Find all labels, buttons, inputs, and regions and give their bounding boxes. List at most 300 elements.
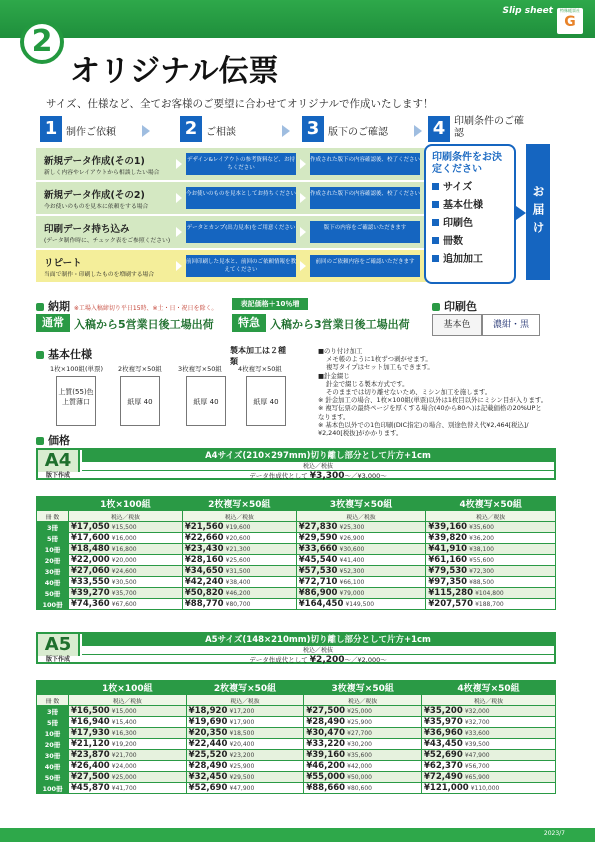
table-row bbox=[37, 783, 556, 794]
table-row bbox=[37, 544, 556, 555]
step-number: 2 bbox=[180, 116, 202, 142]
price-incl: ¥22,000 bbox=[71, 555, 110, 565]
table-row bbox=[37, 566, 556, 577]
price-incl: ¥28,490 bbox=[188, 761, 228, 771]
price-excl: ¥23,200 bbox=[229, 752, 255, 759]
price-incl: ¥39,270 bbox=[71, 588, 110, 598]
price-excl: ¥21,300 bbox=[225, 546, 251, 553]
column-header: 4枚複写×50組 bbox=[426, 497, 556, 511]
price-cell bbox=[304, 772, 422, 783]
price-cell bbox=[182, 522, 296, 533]
table-row bbox=[37, 706, 556, 717]
spec-title: 3枚複写×50組 bbox=[178, 365, 222, 373]
tax-header: 税込／税抜 bbox=[186, 695, 304, 706]
price-incl: ¥16,940 bbox=[71, 717, 110, 727]
price-cell bbox=[69, 533, 183, 544]
flow-box: デザイン&レイアウトの参考資料など、お持ちください bbox=[186, 153, 296, 175]
price-incl: ¥34,650 bbox=[184, 566, 224, 576]
price-excl: ¥46,200 bbox=[225, 590, 251, 597]
express-tag: 特急 bbox=[232, 314, 266, 332]
price-cell bbox=[182, 577, 296, 588]
price-incl: ¥57,530 bbox=[298, 566, 338, 576]
price-excl: ¥26,900 bbox=[339, 535, 365, 542]
price-excl: ¥25,300 bbox=[339, 524, 365, 531]
tax-header: 税込／税抜 bbox=[296, 511, 426, 522]
price-excl: ¥20,600 bbox=[225, 535, 251, 542]
price-cell bbox=[304, 783, 422, 794]
table-row bbox=[37, 761, 556, 772]
price-incl: ¥52,690 bbox=[424, 750, 463, 760]
price-incl: ¥20,350 bbox=[188, 728, 228, 738]
table-row bbox=[37, 599, 556, 610]
price-cell bbox=[69, 739, 187, 750]
price-incl: ¥32,450 bbox=[188, 772, 228, 782]
price-cell bbox=[426, 522, 556, 533]
spec-title: 1枚×100組(単票) bbox=[50, 365, 104, 373]
price-cell bbox=[69, 544, 183, 555]
price-cell bbox=[69, 750, 187, 761]
panel-item: 印刷色 bbox=[432, 218, 508, 230]
price-cell bbox=[182, 555, 296, 566]
price-incl: ¥28,160 bbox=[184, 555, 224, 565]
bullet-icon bbox=[432, 201, 439, 208]
row-sub: 今お使いのものを見本に依頼をする場合 bbox=[44, 204, 149, 210]
price-excl: ¥27,700 bbox=[347, 730, 372, 737]
price-excl: ¥188,700 bbox=[475, 601, 504, 608]
row-sub: 当面で制作・印刷したものを増刷する場合 bbox=[44, 272, 155, 278]
column-header: 1枚×100組 bbox=[69, 681, 187, 695]
price-cell bbox=[69, 599, 183, 610]
price-incl: ¥45,540 bbox=[298, 555, 338, 565]
price-excl: ¥35,600 bbox=[347, 752, 372, 759]
price-cell bbox=[304, 750, 422, 761]
row-sub: (データ制作時に、チェック表をご参照ください) bbox=[44, 238, 171, 244]
table-row bbox=[37, 522, 556, 533]
slip-sheet-label: Slip sheet bbox=[502, 6, 553, 16]
arrow-icon bbox=[176, 159, 182, 169]
price-excl: ¥30,500 bbox=[111, 579, 137, 586]
process-steps bbox=[40, 116, 524, 146]
price-cell bbox=[186, 761, 304, 772]
normal-tag: 通常 bbox=[36, 314, 70, 332]
price-incl: ¥42,240 bbox=[184, 577, 224, 587]
price-cell bbox=[422, 783, 556, 794]
price-excl: ¥52,300 bbox=[339, 568, 365, 575]
price-excl: ¥67,600 bbox=[111, 601, 137, 608]
price-heading: 価格 bbox=[36, 432, 70, 448]
price-cell bbox=[296, 599, 426, 610]
qty-header: 冊 数 bbox=[37, 695, 69, 706]
flow-box: データとカンプ(出力見本)をご用意ください bbox=[186, 221, 296, 243]
price-cell bbox=[296, 544, 426, 555]
lead-text: サイズ、仕様など、全てお客様のご要望に合わせてオリジナルで作成いたします！ bbox=[46, 98, 434, 110]
price-excl: ¥47,900 bbox=[229, 785, 255, 792]
price-incl: ¥21,560 bbox=[184, 522, 224, 532]
table-row bbox=[37, 577, 556, 588]
spec-sheet: 紙厚 40 bbox=[186, 376, 226, 426]
step-2 bbox=[180, 116, 300, 144]
price-cell bbox=[182, 588, 296, 599]
price-excl: ¥110,000 bbox=[470, 785, 500, 792]
qty-cell: 30冊 bbox=[37, 566, 69, 577]
qty-cell: 20冊 bbox=[37, 555, 69, 566]
price-cell bbox=[422, 739, 556, 750]
price-cell bbox=[296, 566, 426, 577]
price-excl: ¥21,700 bbox=[111, 752, 137, 759]
price-incl: ¥33,220 bbox=[306, 739, 346, 749]
spec-title: 4枚複写×50組 bbox=[238, 365, 282, 373]
arrow-icon bbox=[300, 159, 306, 169]
price-incl: ¥25,520 bbox=[188, 750, 228, 760]
table-row bbox=[37, 717, 556, 728]
price-excl: ¥17,200 bbox=[229, 708, 255, 715]
price-cell bbox=[422, 728, 556, 739]
step-label: 印刷条件のご確認 bbox=[454, 116, 524, 139]
price-incl: ¥74,360 bbox=[71, 599, 110, 609]
price-excl: ¥35,600 bbox=[469, 524, 494, 531]
step-label: 制作ご依頼 bbox=[66, 127, 116, 138]
price-incl: ¥21,120 bbox=[71, 739, 110, 749]
price-excl: ¥17,900 bbox=[229, 719, 255, 726]
color-basic: 基本色 bbox=[432, 314, 482, 336]
price-incl: ¥23,430 bbox=[184, 544, 224, 554]
section-number: 2 bbox=[20, 20, 64, 64]
price-incl: ¥115,280 bbox=[428, 588, 473, 598]
price-excl: ¥65,900 bbox=[464, 774, 490, 781]
price-excl: ¥25,600 bbox=[225, 557, 251, 564]
qty-cell: 20冊 bbox=[37, 739, 69, 750]
price-excl: ¥35,700 bbox=[111, 590, 137, 597]
price-incl: ¥22,440 bbox=[188, 739, 228, 749]
step-number: 1 bbox=[40, 116, 62, 142]
qty-cell: 3冊 bbox=[37, 706, 69, 717]
table-row bbox=[37, 533, 556, 544]
price-cell bbox=[69, 717, 187, 728]
spec-sheet: 紙厚 40 bbox=[246, 376, 286, 426]
footer-bar bbox=[0, 828, 595, 842]
normal-delivery-text: 入稿から5営業日後工場出荷 bbox=[74, 318, 214, 331]
price-cell bbox=[296, 533, 426, 544]
price-excl: ¥66,100 bbox=[339, 579, 365, 586]
price-excl: ¥25,900 bbox=[347, 719, 372, 726]
arrow-icon bbox=[176, 193, 182, 203]
price-cell bbox=[296, 588, 426, 599]
price-excl: ¥41,400 bbox=[339, 557, 365, 564]
row-title: 新規データ作成(その1) bbox=[44, 156, 145, 167]
qty-cell: 5冊 bbox=[37, 533, 69, 544]
price-cell bbox=[69, 566, 183, 577]
a4-title: A4サイズ(210×297mm)切り離し部分として片方+1cm bbox=[82, 450, 554, 462]
column-header: 2枚複写×50組 bbox=[186, 681, 304, 695]
page-title: オリジナル伝票 bbox=[70, 54, 279, 89]
step-number: 3 bbox=[302, 116, 324, 142]
price-excl: ¥15,000 bbox=[111, 708, 137, 715]
table-row bbox=[37, 555, 556, 566]
price-cell bbox=[186, 706, 304, 717]
price-excl: ¥24,600 bbox=[111, 568, 137, 575]
price-cell bbox=[186, 728, 304, 739]
bullet-icon bbox=[432, 237, 439, 244]
price-incl: ¥39,820 bbox=[428, 533, 468, 543]
price-incl: ¥43,450 bbox=[424, 739, 463, 749]
price-excl: ¥39,500 bbox=[464, 741, 490, 748]
price-incl: ¥35,970 bbox=[424, 717, 463, 727]
price-incl: ¥33,660 bbox=[298, 544, 338, 554]
arrow-icon bbox=[300, 193, 306, 203]
bullet-icon bbox=[432, 183, 439, 190]
logo-text: 特殊帳票社 bbox=[560, 8, 580, 13]
price-cell bbox=[186, 750, 304, 761]
price-excl: ¥80,700 bbox=[225, 601, 251, 608]
price-incl: ¥28,490 bbox=[306, 717, 346, 727]
price-incl: ¥17,050 bbox=[71, 522, 110, 532]
column-header: 2枚複写×50組 bbox=[182, 497, 296, 511]
step-label: ご相談 bbox=[206, 127, 236, 138]
bullet-icon bbox=[432, 255, 439, 262]
price-cell bbox=[186, 783, 304, 794]
price-incl: ¥27,500 bbox=[306, 706, 346, 716]
price-excl: ¥36,200 bbox=[469, 535, 494, 542]
price-incl: ¥30,470 bbox=[306, 728, 346, 738]
price-incl: ¥61,160 bbox=[428, 555, 468, 565]
qty-cell: 40冊 bbox=[37, 577, 69, 588]
price-cell bbox=[69, 522, 183, 533]
flow-box: 作成された版下の内容確認後、校了ください bbox=[310, 153, 420, 175]
tax-header: 税込／税抜 bbox=[422, 695, 556, 706]
color-navy-black: 濃紺・黒 bbox=[482, 314, 540, 336]
price-incl: ¥16,500 bbox=[71, 706, 110, 716]
table-row bbox=[37, 739, 556, 750]
arrow-icon bbox=[300, 227, 306, 237]
price-excl: ¥80,600 bbox=[347, 785, 372, 792]
qty-cell: 50冊 bbox=[37, 588, 69, 599]
price-cell bbox=[296, 555, 426, 566]
price-excl: ¥38,100 bbox=[469, 546, 494, 553]
step-1 bbox=[40, 116, 160, 144]
price-excl: ¥149,500 bbox=[345, 601, 375, 608]
deliver-label: お届け bbox=[526, 144, 550, 280]
flow-box: 今お使いのものを見本としてお持ちください bbox=[186, 187, 296, 209]
price-incl: ¥79,530 bbox=[428, 566, 468, 576]
row-title: 印刷データ持ち込み bbox=[44, 224, 130, 235]
price-cell bbox=[304, 706, 422, 717]
tax-header: 税込／税抜 bbox=[69, 511, 183, 522]
price-excl: ¥16,000 bbox=[111, 535, 137, 542]
tax-header: 税込／税抜 bbox=[426, 511, 556, 522]
version-label: 2023/7 bbox=[543, 830, 565, 837]
marker-icon bbox=[432, 303, 440, 311]
table-row bbox=[37, 772, 556, 783]
price-incl: ¥46,200 bbox=[306, 761, 346, 771]
price-cell bbox=[182, 566, 296, 577]
qty-cell: 3冊 bbox=[37, 522, 69, 533]
table-row bbox=[37, 750, 556, 761]
price-cell bbox=[426, 533, 556, 544]
price-incl: ¥88,770 bbox=[184, 599, 224, 609]
price-incl: ¥72,490 bbox=[424, 772, 463, 782]
qty-cell: 40冊 bbox=[37, 761, 69, 772]
table-header bbox=[37, 497, 69, 511]
price-cell bbox=[426, 577, 556, 588]
column-header: 1枚×100組 bbox=[69, 497, 183, 511]
price-excl: ¥72,300 bbox=[469, 568, 494, 575]
price-cell bbox=[69, 588, 183, 599]
price-excl: ¥41,700 bbox=[111, 785, 137, 792]
arrow-icon bbox=[282, 125, 290, 137]
arrow-icon bbox=[176, 261, 182, 271]
qty-header: 冊 数 bbox=[37, 511, 69, 522]
price-excl: ¥24,000 bbox=[111, 763, 137, 770]
price-excl: ¥47,900 bbox=[464, 752, 490, 759]
price-incl: ¥97,350 bbox=[428, 577, 468, 587]
step-label: 版下のご確認 bbox=[328, 127, 388, 138]
price-excl: ¥20,400 bbox=[229, 741, 255, 748]
price-incl: ¥72,710 bbox=[298, 577, 338, 587]
price-excl: ¥79,000 bbox=[339, 590, 365, 597]
qty-cell: 5冊 bbox=[37, 717, 69, 728]
panel-item: 追加加工 bbox=[432, 254, 508, 266]
qty-cell: 30冊 bbox=[37, 750, 69, 761]
spec-sheet: 紙厚 40 bbox=[120, 376, 160, 426]
price-cell bbox=[186, 739, 304, 750]
marker-icon bbox=[36, 437, 44, 445]
step-number: 4 bbox=[428, 116, 450, 142]
company-logo bbox=[557, 8, 583, 34]
price-incl: ¥27,830 bbox=[298, 522, 338, 532]
price-incl: ¥62,370 bbox=[424, 761, 463, 771]
price-incl: ¥27,500 bbox=[71, 772, 110, 782]
price-incl: ¥41,910 bbox=[428, 544, 468, 554]
price-cell bbox=[422, 750, 556, 761]
a5-title: A5サイズ(148×210mm)切り離し部分として片方+1cm bbox=[82, 634, 554, 646]
panel-item: 基本仕様 bbox=[432, 200, 508, 212]
price-incl: ¥29,590 bbox=[298, 533, 338, 543]
price-excl: ¥16,800 bbox=[111, 546, 137, 553]
price-excl: ¥56,700 bbox=[464, 763, 490, 770]
price-cell bbox=[69, 761, 187, 772]
a4-header bbox=[36, 448, 556, 480]
a4-size-label: A4 版下作成 bbox=[38, 450, 80, 472]
tax-header: 税込／税抜 bbox=[304, 695, 422, 706]
price-excl: ¥55,600 bbox=[469, 557, 494, 564]
qty-cell: 100冊 bbox=[37, 599, 69, 610]
price-cell bbox=[182, 544, 296, 555]
table-header bbox=[37, 681, 69, 695]
price-excl: ¥19,600 bbox=[225, 524, 251, 531]
price-incl: ¥164,450 bbox=[298, 599, 344, 609]
arrow-icon bbox=[516, 206, 526, 220]
price-excl: ¥88,500 bbox=[469, 579, 494, 586]
price-cell bbox=[422, 761, 556, 772]
price-excl: ¥25,900 bbox=[229, 763, 255, 770]
price-excl: ¥18,500 bbox=[229, 730, 255, 737]
row-title: 新規データ作成(その2) bbox=[44, 190, 145, 201]
arrow-icon bbox=[142, 125, 150, 137]
row-sub: 新しく内容やレイアウトから相談したい場合 bbox=[44, 170, 160, 176]
a4-price-table bbox=[36, 496, 556, 610]
price-cell bbox=[182, 533, 296, 544]
price-cell bbox=[69, 772, 187, 783]
price-cell bbox=[69, 706, 187, 717]
price-cell bbox=[422, 717, 556, 728]
price-incl: ¥50,820 bbox=[184, 588, 224, 598]
price-cell bbox=[304, 717, 422, 728]
qty-cell: 50冊 bbox=[37, 772, 69, 783]
price-incl: ¥17,930 bbox=[71, 728, 110, 738]
price-cell bbox=[422, 772, 556, 783]
step-3 bbox=[302, 116, 432, 144]
price-cell bbox=[426, 566, 556, 577]
price-cell bbox=[304, 728, 422, 739]
price-incl: ¥88,660 bbox=[306, 783, 346, 793]
price-cell bbox=[296, 522, 426, 533]
table-row bbox=[37, 728, 556, 739]
specs-heading: 基本仕様 bbox=[36, 346, 92, 362]
column-header: 3枚複写×50組 bbox=[304, 681, 422, 695]
panel-heading: 印刷条件をお決定ください bbox=[432, 152, 502, 175]
price-incl: ¥45,870 bbox=[71, 783, 110, 793]
top-bar bbox=[0, 0, 595, 38]
price-excl: ¥32,000 bbox=[464, 708, 490, 715]
price-excl: ¥25,000 bbox=[347, 708, 372, 715]
price-incl: ¥19,690 bbox=[188, 717, 228, 727]
price-cell bbox=[426, 555, 556, 566]
price-excl: ¥30,200 bbox=[347, 741, 372, 748]
flow-box: 前回印刷した見本と、前回のご依頼情報を教えてください bbox=[186, 255, 296, 277]
price-cell bbox=[422, 706, 556, 717]
express-delivery-text: 入稿から3営業日後工場出荷 bbox=[270, 318, 410, 331]
tax-label: 税込／税抜 bbox=[82, 646, 554, 655]
panel-item: 冊数 bbox=[432, 236, 508, 248]
express-badge: 表記価格＋10％増 bbox=[232, 298, 308, 310]
price-incl: ¥207,570 bbox=[428, 599, 473, 609]
step-4 bbox=[428, 116, 528, 144]
price-incl: ¥86,900 bbox=[298, 588, 338, 598]
print-color-heading: 印刷色 bbox=[432, 298, 477, 314]
marker-icon bbox=[36, 351, 44, 359]
flow-box: 版下の内容をご確認いただきます bbox=[310, 221, 420, 243]
price-excl: ¥16,300 bbox=[111, 730, 137, 737]
marker-icon bbox=[36, 303, 44, 311]
spec-sheet: 上質(55)色上質薄口 bbox=[56, 376, 96, 426]
price-excl: ¥30,600 bbox=[339, 546, 365, 553]
flow-box: 作成された版下の内容確認後、校了ください bbox=[310, 187, 420, 209]
panel-item: サイズ bbox=[432, 182, 508, 194]
price-incl: ¥22,660 bbox=[184, 533, 224, 543]
bullet-icon bbox=[432, 219, 439, 226]
price-incl: ¥18,920 bbox=[188, 706, 228, 716]
price-excl: ¥50,000 bbox=[347, 774, 372, 781]
price-excl: ¥33,600 bbox=[464, 730, 490, 737]
qty-cell: 10冊 bbox=[37, 728, 69, 739]
arrow-icon bbox=[414, 125, 422, 137]
price-cell bbox=[69, 783, 187, 794]
price-excl: ¥38,400 bbox=[225, 579, 251, 586]
price-incl: ¥35,200 bbox=[424, 706, 463, 716]
qty-cell: 10冊 bbox=[37, 544, 69, 555]
price-excl: ¥25,000 bbox=[111, 774, 137, 781]
price-cell bbox=[304, 739, 422, 750]
price-incl: ¥36,960 bbox=[424, 728, 463, 738]
table-row bbox=[37, 588, 556, 599]
price-excl: ¥15,500 bbox=[111, 524, 137, 531]
a5-size-label: A5 版下作成 bbox=[38, 634, 80, 656]
spec-title: 2枚複写×50組 bbox=[118, 365, 162, 373]
data-creation-fee: データ作成代として ¥3,300〜／¥3,000〜 bbox=[249, 471, 387, 481]
price-cell bbox=[186, 717, 304, 728]
price-cell bbox=[296, 577, 426, 588]
price-cell bbox=[69, 577, 183, 588]
